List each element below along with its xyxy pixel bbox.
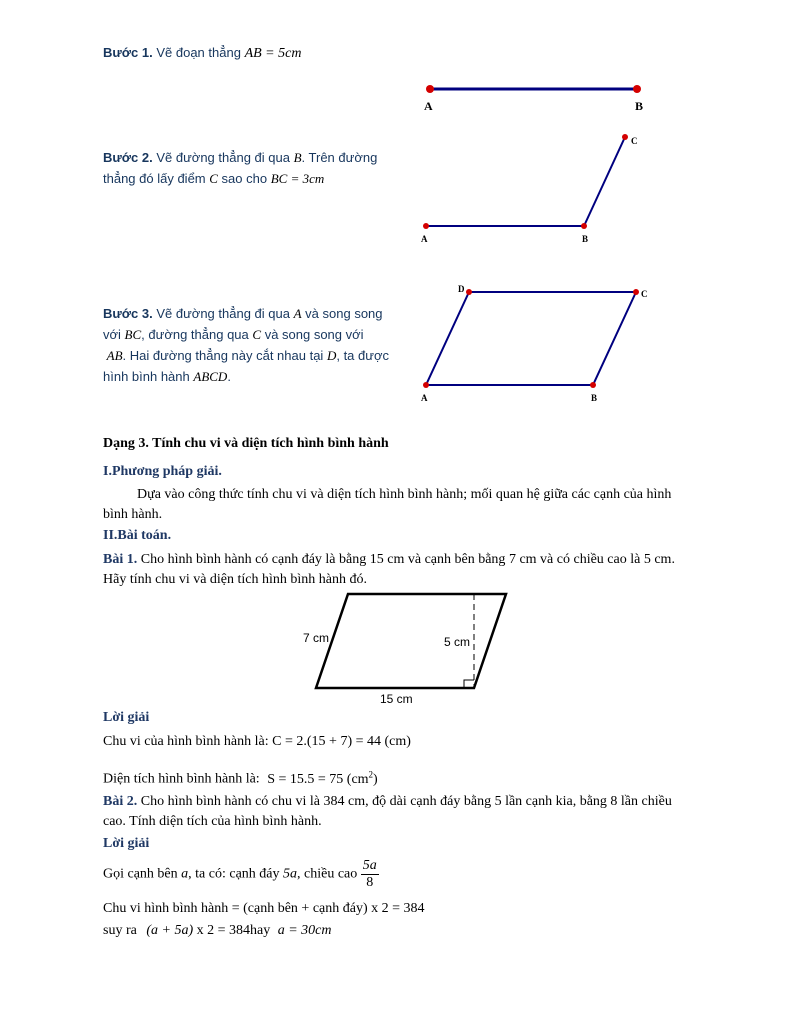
base-label: 15 cm: [380, 692, 413, 706]
height-fraction: $\frac{5a}{8}$: [362, 858, 377, 890]
step3-text: Bước 3. Vẽ đường thẳng đi qua A và song song với BC, đường thẳng qua C và song song với AB. Hai đường thẳng này cắt nhau tại D, ta được hình bình hành ABCD.: [103, 306, 389, 384]
bai2-label: Bài 2.: [103, 794, 138, 809]
area-formula: S = 15.5 = 75 $(cm^2)$: [267, 769, 378, 787]
bai1-parallelogram-figure: [296, 588, 516, 708]
step3-label: Bước 3.: [103, 306, 153, 321]
label-c: C: [641, 289, 648, 299]
step2-figure: [415, 128, 655, 248]
step1-text: Bước 1. Vẽ đoạn thẳng AB = 5cm: [103, 45, 302, 61]
label-a: A: [424, 99, 433, 113]
parallelogram-abcd: [426, 292, 636, 385]
perimeter-formula: C = 2.(15 + 7) = 44 (cm): [272, 734, 411, 749]
sol1-line1: Chu vi của hình bình hành là: C = 2.(15 + 7) = 44 (cm): [103, 734, 411, 749]
point-b: [581, 223, 587, 229]
point-b: [633, 85, 641, 93]
dang3-title: Dạng 3. Tính chu vi và diện tích hình bình hành: [103, 436, 389, 451]
step1-label: Bước 1.: [103, 45, 153, 60]
bai1-parallelogram: [316, 594, 506, 688]
label-b: B: [591, 393, 598, 403]
parallelogram-abcd-figure: [415, 280, 665, 405]
segment-bc: [584, 137, 625, 226]
point-a: [423, 382, 429, 388]
bai1-label: Bài 1.: [103, 552, 138, 567]
sol2-title: Lời giải: [103, 836, 150, 851]
point-d: [466, 289, 472, 295]
sol2-line3: suy ra (a + 5a) x 2 = 384hay a = 30cm: [103, 923, 332, 938]
side-label: 7 cm: [303, 631, 330, 645]
sol2-line2: Chu vi hình bình hành = (cạnh bên + cạnh đáy) x 2 = 384: [103, 901, 425, 916]
label-a: A: [421, 234, 428, 244]
sol1-title: Lời giải: [103, 710, 150, 725]
point-b: [590, 382, 596, 388]
label-b: B: [582, 234, 589, 244]
sol1-line2: Diện tích hình bình hành là: S = 15.5 = 75 $(cm^2)$: [103, 769, 378, 787]
step2-label: Bước 2.: [103, 150, 153, 165]
segment-ab-figure: [415, 78, 655, 118]
step2-text: Bước 2. Vẽ đường thẳng đi qua B. Trên đường thẳng đó lấy điểm C sao cho BC = 3cm: [103, 150, 378, 186]
label-b: B: [635, 99, 644, 113]
section2-title: II.Bài toán.: [103, 528, 172, 543]
point-a: [426, 85, 434, 93]
label-a: A: [421, 393, 428, 403]
section1-title: I.Phương pháp giải.: [103, 464, 222, 479]
label-d: D: [458, 284, 465, 294]
label-c: C: [631, 136, 638, 146]
section1-body: Dựa vào công thức tính chu vi và diện tích hình bình hành; mối quan hệ giữa các cạnh của hình bình hành.: [103, 487, 672, 522]
point-a: [423, 223, 429, 229]
step1-math: AB = 5cm: [244, 46, 302, 61]
point-c: [622, 134, 628, 140]
bai2-text: Bài 2. Cho hình bình hành có chu vi là 384 cm, độ dài cạnh đáy bằng 5 lần cạnh kia, bằng 8 lần chiều cao. Tính diện tích của hình bình hành.: [103, 794, 672, 829]
bai1-text: Bài 1. Cho hình bình hành có cạnh đáy là bằng 15 cm và cạnh bên bằng 7 cm và có chiều cao là 5 cm. Hãy tính chu vi và diện tích hình bình hành đó.: [103, 552, 675, 587]
point-c: [633, 289, 639, 295]
height-label: 5 cm: [444, 635, 471, 649]
sol2-line1: Gọi cạnh bên a, ta có: cạnh đáy 5a, chiều cao $\frac{5a}{8}$: [103, 858, 377, 890]
